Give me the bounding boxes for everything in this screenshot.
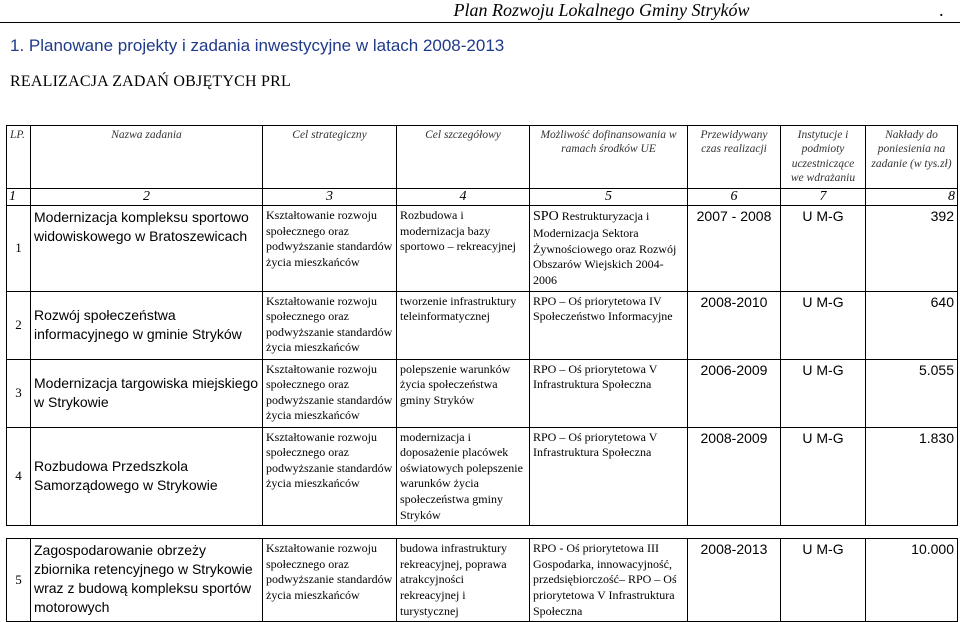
- institution: U M-G: [781, 539, 866, 622]
- eu-funding: [530, 206, 688, 292]
- strategic-goal: Kształtowanie rozwoju społecznego oraz podwyższanie standardów życia mieszkańców: [263, 427, 397, 526]
- eu-funding: RPO – Oś priorytetowa IV Społeczeństwo Informacyjne: [530, 291, 688, 359]
- header-rule: [0, 22, 960, 23]
- table-row: [7, 539, 958, 622]
- col-header-name: Nazwa zadania: [31, 126, 263, 189]
- projects-table: [6, 125, 958, 622]
- col-header-institutions: Instytucje i podmioty uczestniczące we wdrażaniu: [781, 126, 866, 189]
- detailed-goal: modernizacja i doposażenie placówek oświatowych polepszenie warunków życia społeczeństwa gminy Stryków: [397, 427, 530, 526]
- task-name: Modernizacja kompleksu sportowo widowiskowego w Bratoszewicach: [31, 206, 263, 292]
- strategic-goal: Kształtowanie rozwoju społecznego oraz podwyższanie standardów życia mieszkańców: [263, 359, 397, 427]
- col-header-lp: LP.: [7, 126, 31, 189]
- strategic-goal: Kształtowanie rozwoju społecznego oraz podwyższanie standardów życia mieszkańców: [263, 291, 397, 359]
- task-name: Modernizacja targowiska miejskiego w Strykowie: [31, 359, 263, 427]
- eu-funding-text: Restrukturyzacja i Modernizacja Sektora Żywnościowego oraz Rozwój Obszarów Wiejskich 2004-2006: [533, 209, 677, 287]
- col-number: 6: [688, 189, 781, 206]
- realization-time: 2006-2009: [688, 359, 781, 427]
- col-number: 3: [263, 189, 397, 206]
- detailed-goal: Rozbudowa i modernizacja bazy sportowo – rekreacyjnej: [397, 206, 530, 292]
- strategic-goal: Kształtowanie rozwoju społecznego oraz podwyższanie standardów życia mieszkańców: [263, 206, 397, 292]
- col-number: 8: [866, 189, 958, 206]
- task-name: Zagospodarowanie obrzeży zbiornika retencyjnego w Strykowie wraz z budową kompleksu sportów motorowych: [31, 539, 263, 622]
- row-lp: 2: [7, 291, 31, 359]
- strategic-goal: Kształtowanie rozwoju społecznego oraz podwyższanie standardów życia mieszkańców: [263, 539, 397, 622]
- eu-funding: RPO – Oś priorytetowa V Infrastruktura Społeczna: [530, 427, 688, 526]
- eu-funding: RPO – Oś priorytetowa V Infrastruktura Społeczna: [530, 359, 688, 427]
- task-name: Rozwój społeczeństwa informacyjnego w gminie Stryków: [31, 291, 263, 359]
- col-header-eu: Możliwość dofinansowania w ramach środków UE: [530, 126, 688, 189]
- col-header-detailed: Cel szczegółowy: [397, 126, 530, 189]
- section-heading: 1. Planowane projekty i zadania inwestycyjne w latach 2008-2013: [10, 36, 505, 55]
- eu-funding-lead: SPO: [533, 209, 559, 224]
- realization-time: 2008-2010: [688, 291, 781, 359]
- cost: 10.000: [866, 539, 958, 622]
- cost: 5.055: [866, 359, 958, 427]
- table-gap: [7, 526, 958, 539]
- realization-time: 2008-2013: [688, 539, 781, 622]
- col-number: 4: [397, 189, 530, 206]
- institution: U M-G: [781, 359, 866, 427]
- cost: 392: [866, 206, 958, 292]
- realization-time: 2008-2009: [688, 427, 781, 526]
- institution: U M-G: [781, 206, 866, 292]
- header-row: [7, 126, 958, 189]
- detailed-goal: tworzenie infrastruktury teleinformatycznej: [397, 291, 530, 359]
- realization-time: 2007 - 2008: [688, 206, 781, 292]
- eu-funding: RPO - Oś priorytetowa III Gospodarka, innowacyjność, przedsiębiorczość– RPO – Oś priorytetowa V Infrastruktura Społeczna: [530, 539, 688, 622]
- row-lp: 5: [7, 539, 31, 622]
- row-lp: 4: [7, 427, 31, 526]
- detailed-goal: polepszenie warunków życia społeczeństwa gminy Stryków: [397, 359, 530, 427]
- table-row: [7, 427, 958, 526]
- table-row: [7, 291, 958, 359]
- col-number: 2: [31, 189, 263, 206]
- col-header-costs: Nakłady do poniesienia na zadanie (w tys.zł): [866, 126, 958, 189]
- col-number: 7: [781, 189, 866, 206]
- row-lp: 3: [7, 359, 31, 427]
- document-title: Plan Rozwoju Lokalnego Gminy Stryków .: [453, 0, 944, 20]
- table-row: [7, 206, 958, 292]
- cost: 1.830: [866, 427, 958, 526]
- detailed-goal: budowa infrastruktury rekreacyjnej, poprawa atrakcyjności rekreacyjnej i turystycznej: [397, 539, 530, 622]
- column-number-row: [7, 189, 958, 206]
- sub-heading: REALIZACJA ZADAŃ OBJĘTYCH PRL: [10, 73, 291, 90]
- col-number: 5: [530, 189, 688, 206]
- document-header: [0, 0, 960, 28]
- cost: 640: [866, 291, 958, 359]
- task-name: Rozbudowa Przedszkola Samorządowego w Strykowie: [31, 427, 263, 526]
- row-lp: 1: [7, 206, 31, 292]
- institution: U M-G: [781, 427, 866, 526]
- col-header-strategic: Cel strategiczny: [263, 126, 397, 189]
- gap-cell: [7, 526, 958, 539]
- institution: U M-G: [781, 291, 866, 359]
- col-number: 1: [7, 189, 31, 206]
- table-row: [7, 359, 958, 427]
- col-header-time: Przewidywany czas realizacji: [688, 126, 781, 189]
